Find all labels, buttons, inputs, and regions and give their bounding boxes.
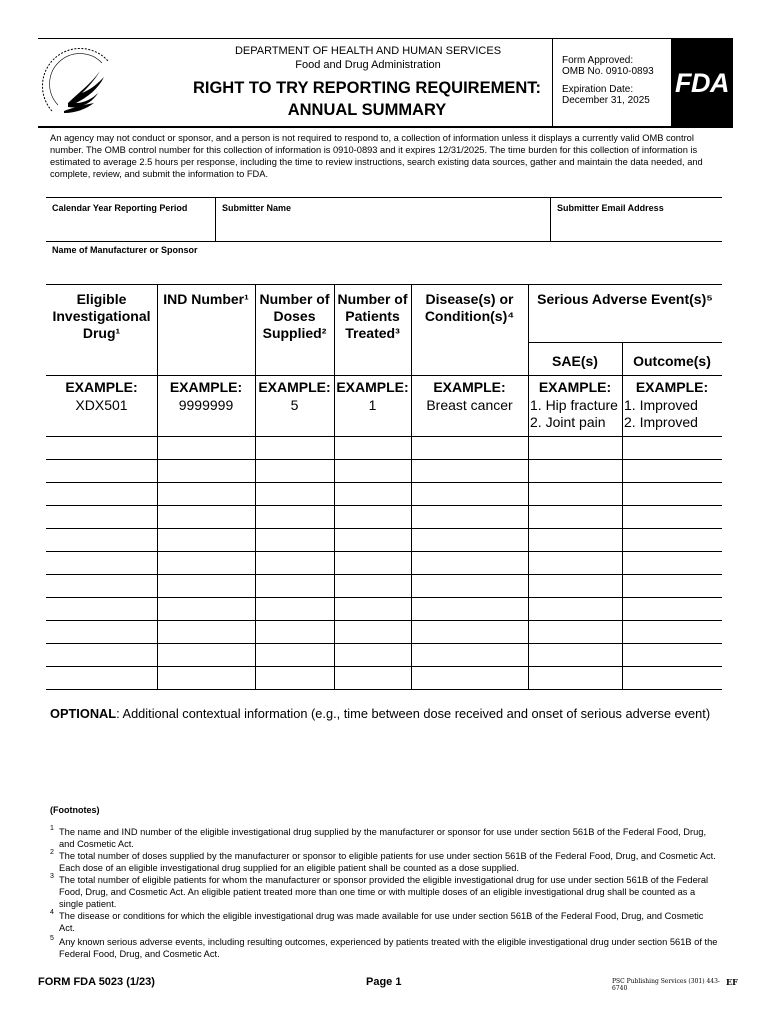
submitter-name-label: Submitter Name bbox=[222, 203, 292, 213]
row-line bbox=[528, 342, 722, 343]
submitter-name-field[interactable] bbox=[215, 198, 550, 242]
header-sae-group: Serious Adverse Event(s)⁵ bbox=[537, 291, 713, 307]
footnote-5 bbox=[50, 936, 720, 960]
row-line bbox=[46, 436, 722, 437]
example-sae-1: 1. Hip fracture bbox=[530, 396, 618, 413]
column-divider bbox=[334, 285, 335, 690]
optional-info[interactable] bbox=[50, 706, 710, 721]
header-patients: Number of Patients Treated³ bbox=[337, 291, 408, 341]
ef-mark: EF bbox=[726, 977, 738, 987]
example-doses bbox=[255, 379, 334, 414]
header-disease: Disease(s) or Condition(s)⁴ bbox=[424, 291, 515, 324]
omb-box bbox=[552, 39, 671, 127]
submitter-email-field[interactable] bbox=[550, 198, 722, 242]
row-line bbox=[46, 597, 722, 598]
submitter-email-label: Submitter Email Address bbox=[557, 203, 664, 213]
example-patients bbox=[334, 379, 411, 414]
header-sae: SAE(s) bbox=[552, 353, 598, 369]
title-line-2: ANNUAL SUMMARY bbox=[287, 101, 447, 119]
example-label: EXAMPLE: bbox=[258, 379, 331, 395]
example-sae-2: 2. Joint pain bbox=[530, 414, 606, 430]
header-drug: Eligible Investigational Drug¹ bbox=[52, 291, 151, 341]
example-patients-value: 1 bbox=[368, 396, 377, 413]
row-line bbox=[46, 689, 722, 690]
footnote-2 bbox=[50, 850, 720, 874]
header-doses: Number of Doses Supplied² bbox=[259, 291, 330, 341]
expiration-label: Expiration Date: bbox=[562, 84, 634, 95]
header-ind: IND Number¹ bbox=[163, 291, 249, 307]
reporting-period-field[interactable] bbox=[46, 198, 215, 242]
example-outcome bbox=[622, 379, 722, 432]
example-label: EXAMPLE: bbox=[169, 379, 243, 395]
manufacturer-field[interactable] bbox=[46, 242, 722, 285]
department-heading bbox=[180, 44, 556, 72]
department-name: DEPARTMENT OF HEALTH AND HUMAN SERVICES bbox=[234, 45, 502, 57]
burden-statement: An agency may not conduct or sponsor, and a person is not required to respond to, a collection of information unless it displays a currently valid OMB control number. The OMB control number for this collection of information is 0910-0893 and it expires 12/31/2025. The time burden for this collection of information is estimated to average 2.5 hours per response, including the time to review instructions, search existing data sources, gather and maintain the data needed, and complete, review, and submit the information to FDA. bbox=[50, 133, 703, 179]
column-divider bbox=[411, 285, 412, 690]
row-line bbox=[46, 643, 722, 644]
row-line bbox=[46, 482, 722, 483]
example-label: EXAMPLE: bbox=[635, 379, 709, 395]
optional-text: : Additional contextual information (e.g., time between dose received and onset of serious adverse event) bbox=[116, 706, 711, 721]
example-label: EXAMPLE: bbox=[65, 379, 138, 395]
footnote-number: 3 bbox=[50, 873, 54, 880]
example-disease bbox=[411, 379, 528, 414]
manufacturer-label: Name of Manufacturer or Sponsor bbox=[52, 245, 198, 255]
row-line bbox=[46, 375, 722, 376]
fda-logo-text: FDA bbox=[675, 67, 729, 98]
row-line bbox=[46, 505, 722, 506]
fda-logo bbox=[671, 39, 733, 127]
reporting-period-label: Calendar Year Reporting Period bbox=[52, 203, 188, 213]
footnote-number: 1 bbox=[50, 825, 54, 832]
example-drug-value: XDX501 bbox=[75, 396, 128, 413]
example-outcome-2: 2. Improved bbox=[624, 414, 698, 430]
example-outcome-1: 1. Improved bbox=[624, 396, 698, 413]
example-drug bbox=[46, 379, 157, 414]
column-divider bbox=[528, 285, 529, 690]
publisher-credit: PSC Publishing Services (301) 443-6740 bbox=[612, 978, 720, 992]
form-approved-label: Form Approved: bbox=[562, 55, 634, 66]
column-divider bbox=[255, 285, 256, 690]
example-label: EXAMPLE: bbox=[336, 379, 409, 395]
example-disease-value: Breast cancer bbox=[426, 396, 513, 413]
example-ind bbox=[157, 379, 255, 414]
example-sae bbox=[528, 379, 622, 432]
form-title bbox=[162, 77, 572, 121]
row-line bbox=[46, 574, 722, 575]
footnote-text: The total number of doses supplied by the manufacturer or sponsor to eligible patients for use under section 561B of the Federal Food, Drug, and Cosmetic Act. Each dose of an eligible investigational drug supplied for an eligible patient shall be counted as a dose supplied. bbox=[59, 851, 716, 873]
footnote-text: The name and IND number of the eligible investigational drug supplied by the manufacturer or sponsor for use under section 561B of the Federal Food, Drug, and Cosmetic Act. bbox=[59, 827, 707, 849]
column-divider bbox=[157, 285, 158, 690]
omb-number: OMB No. 0910-0893 bbox=[562, 66, 654, 77]
header-outcome: Outcome(s) bbox=[633, 353, 711, 369]
footnote-number: 5 bbox=[50, 935, 54, 942]
footnote-text: Any known serious adverse events, including resulting outcomes, experienced by patients treated with the eligible investigational drug under section 561B of the Federal Food, Drug, and Cosmetic Act. bbox=[59, 937, 718, 959]
form-header bbox=[38, 38, 733, 128]
expiration-date: December 31, 2025 bbox=[562, 95, 650, 106]
example-label: EXAMPLE: bbox=[538, 379, 612, 395]
title-line-1: RIGHT TO TRY REPORTING REQUIREMENT: bbox=[192, 79, 542, 97]
example-label: EXAMPLE: bbox=[433, 379, 506, 395]
submitter-info-row bbox=[46, 197, 722, 242]
footnote-1 bbox=[50, 826, 720, 850]
row-line bbox=[46, 459, 722, 460]
form-id: FORM FDA 5023 (1/23) bbox=[38, 976, 155, 988]
form-footer bbox=[38, 976, 738, 992]
footnote-number: 4 bbox=[50, 909, 54, 916]
footnote-number: 2 bbox=[50, 849, 54, 856]
page-number: Page 1 bbox=[366, 976, 402, 988]
row-line bbox=[46, 620, 722, 621]
optional-label: OPTIONAL bbox=[50, 706, 117, 721]
footnote-text: The disease or conditions for which the eligible investigational drug was made available for use under section 561B of the Federal Food, Drug, and Cosmetic Act. bbox=[59, 911, 704, 933]
hhs-seal-icon bbox=[38, 41, 122, 125]
agency-name: Food and Drug Administration bbox=[295, 59, 441, 71]
footnotes-heading: (Footnotes) bbox=[50, 805, 100, 815]
example-doses-value: 5 bbox=[290, 396, 299, 413]
example-ind-value: 9999999 bbox=[178, 396, 234, 413]
row-line bbox=[46, 528, 722, 529]
row-line bbox=[46, 666, 722, 667]
row-line bbox=[46, 551, 722, 552]
footnote-text: The total number of eligible patients for whom the manufacturer or sponsor provided the eligible investigational drug for use under section 561B of the Federal Food, Drug, and Cosmetic Act. An eligible patient treated more than one time or with multiple doses of an eligible investigational drug shall be counted as a single patient. bbox=[59, 875, 709, 909]
footnote-4 bbox=[50, 910, 720, 934]
footnote-3 bbox=[50, 874, 720, 910]
